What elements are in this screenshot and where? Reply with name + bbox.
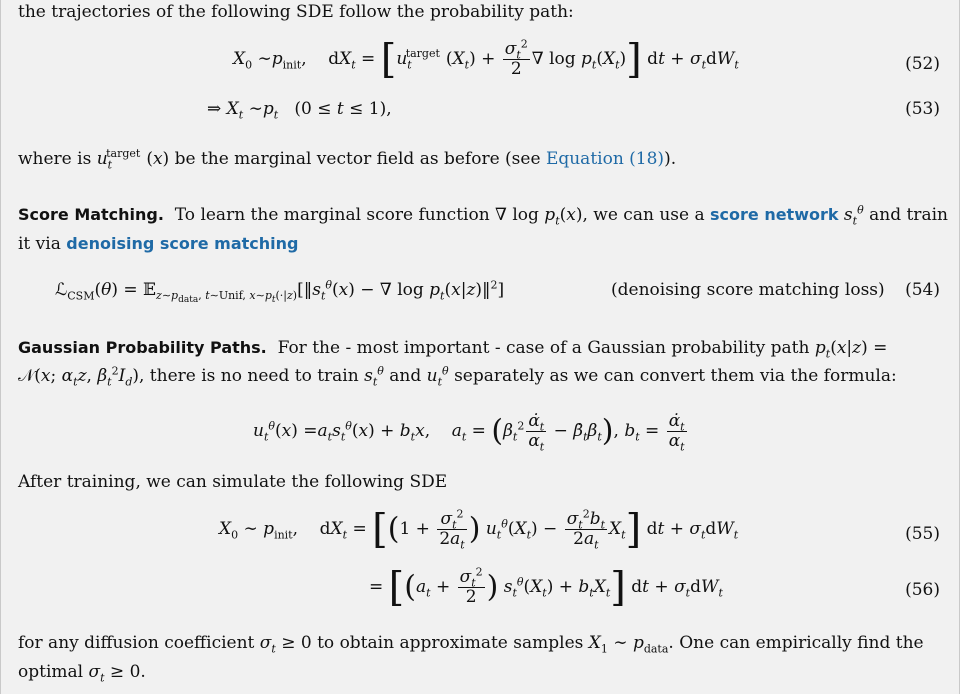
denoising-score-matching-term[interactable]: denoising score matching <box>66 234 299 253</box>
intro-paragraph: the trajectories of the following SDE follow the probability path: <box>18 2 574 22</box>
equation-52: $X_0$ $\sim p_{init}$, $dX_t = [u_t^{target}$ $(X_t)$ + $\frac{\sigma_t^2}{2}$ ∇ $\log p_t(X_t)$] dt + $\sigma_tdW_t$ <box>233 36 739 83</box>
score-matching-line2: it via denoising score matching <box>18 234 299 254</box>
equation-number-54: (54) <box>905 280 940 300</box>
closing-paragraph: for any diffusion coefficient $\sigma_t \ge 0$ to obtain approximate samples $X_1$ ∼ $p_{data}$. One can empirically find the <box>18 633 924 656</box>
gaussian-heading: Gaussian Probability Paths. <box>18 338 267 357</box>
marginal-paragraph: where is $u_t^{target}$ (x) be the marginal vector field as before (see Equation (18)). <box>18 147 677 172</box>
gaussian-line2: 𝒩(x; $\alpha_tz$, $\beta_t^2I_d$), there is no need to train $s_t^\theta$ and $u_t^\theta$ separately as we can convert them via the formula: <box>18 364 897 389</box>
gaussian-paragraph: Gaussian Probability Paths. For the - most important - case of a Gaussian probability path $p_t(x|z)$ = <box>18 338 888 361</box>
equation-55: $X_0$ ∼ $p_{init}$, $dX_t = [(1$ + $\frac{\sigma_t^2}{2a_t}$ ) $u_t^\theta(X_t)$ − $\frac{\sigma_t^2b_t}{2a_t}$ $X_t$] dt + $\sigma_tdW_t$ <box>219 506 739 553</box>
score-matching-heading: Score Matching. <box>18 205 164 224</box>
equation-54: ℒ$_{CSM}$(θ) = $𝔼_{z\sim p_{data}, t\sim Unif, x\sim p_t(\cdot|z)}[‖s_t^\theta(x)$ − ∇ $\log p_t(x|z)‖^2$] <box>55 278 505 306</box>
equation-number-56: (56) <box>905 580 940 600</box>
score-network-term[interactable]: score network <box>710 205 839 224</box>
equation-number-55: (55) <box>905 524 940 544</box>
equation-18-link[interactable]: Equation (18) <box>545 149 665 169</box>
equation-54-note: (denoising score matching loss) <box>611 280 885 300</box>
equation-number-52: (52) <box>905 54 940 74</box>
equation-53: ⇒ $X_t$ $\sim p_t$ (0 ≤ t ≤ 1), <box>207 99 392 122</box>
equation-56: = [($a_t$ + $\frac{\sigma_t^2}{2}$ ) $s_t^\theta(X_t) + b_tX_t$] dt + $\sigma_tdW_t$ <box>369 564 723 611</box>
equation-number-53: (53) <box>905 99 940 119</box>
score-matching-paragraph: Score Matching. To learn the marginal score function ∇ $\log p_t(x)$, we can use a score network $s_t^\theta$ and train <box>18 203 948 228</box>
after-training-paragraph: After training, we can simulate the following SDE <box>18 472 448 492</box>
conversion-formula: $u_t^\theta(x) =a_ts_t^\theta(x) + b_tx$, $a_t = (\beta_t^2$ $\frac{\alphȧ_t}{\alpha_t}$ − $\betȧ_t\beta_t$), $b_t$ = $\frac{\alphȧ_t}{\alpha_t}$ <box>253 411 685 454</box>
closing-line2: optimal $\sigma_t \ge 0$. <box>18 662 146 685</box>
